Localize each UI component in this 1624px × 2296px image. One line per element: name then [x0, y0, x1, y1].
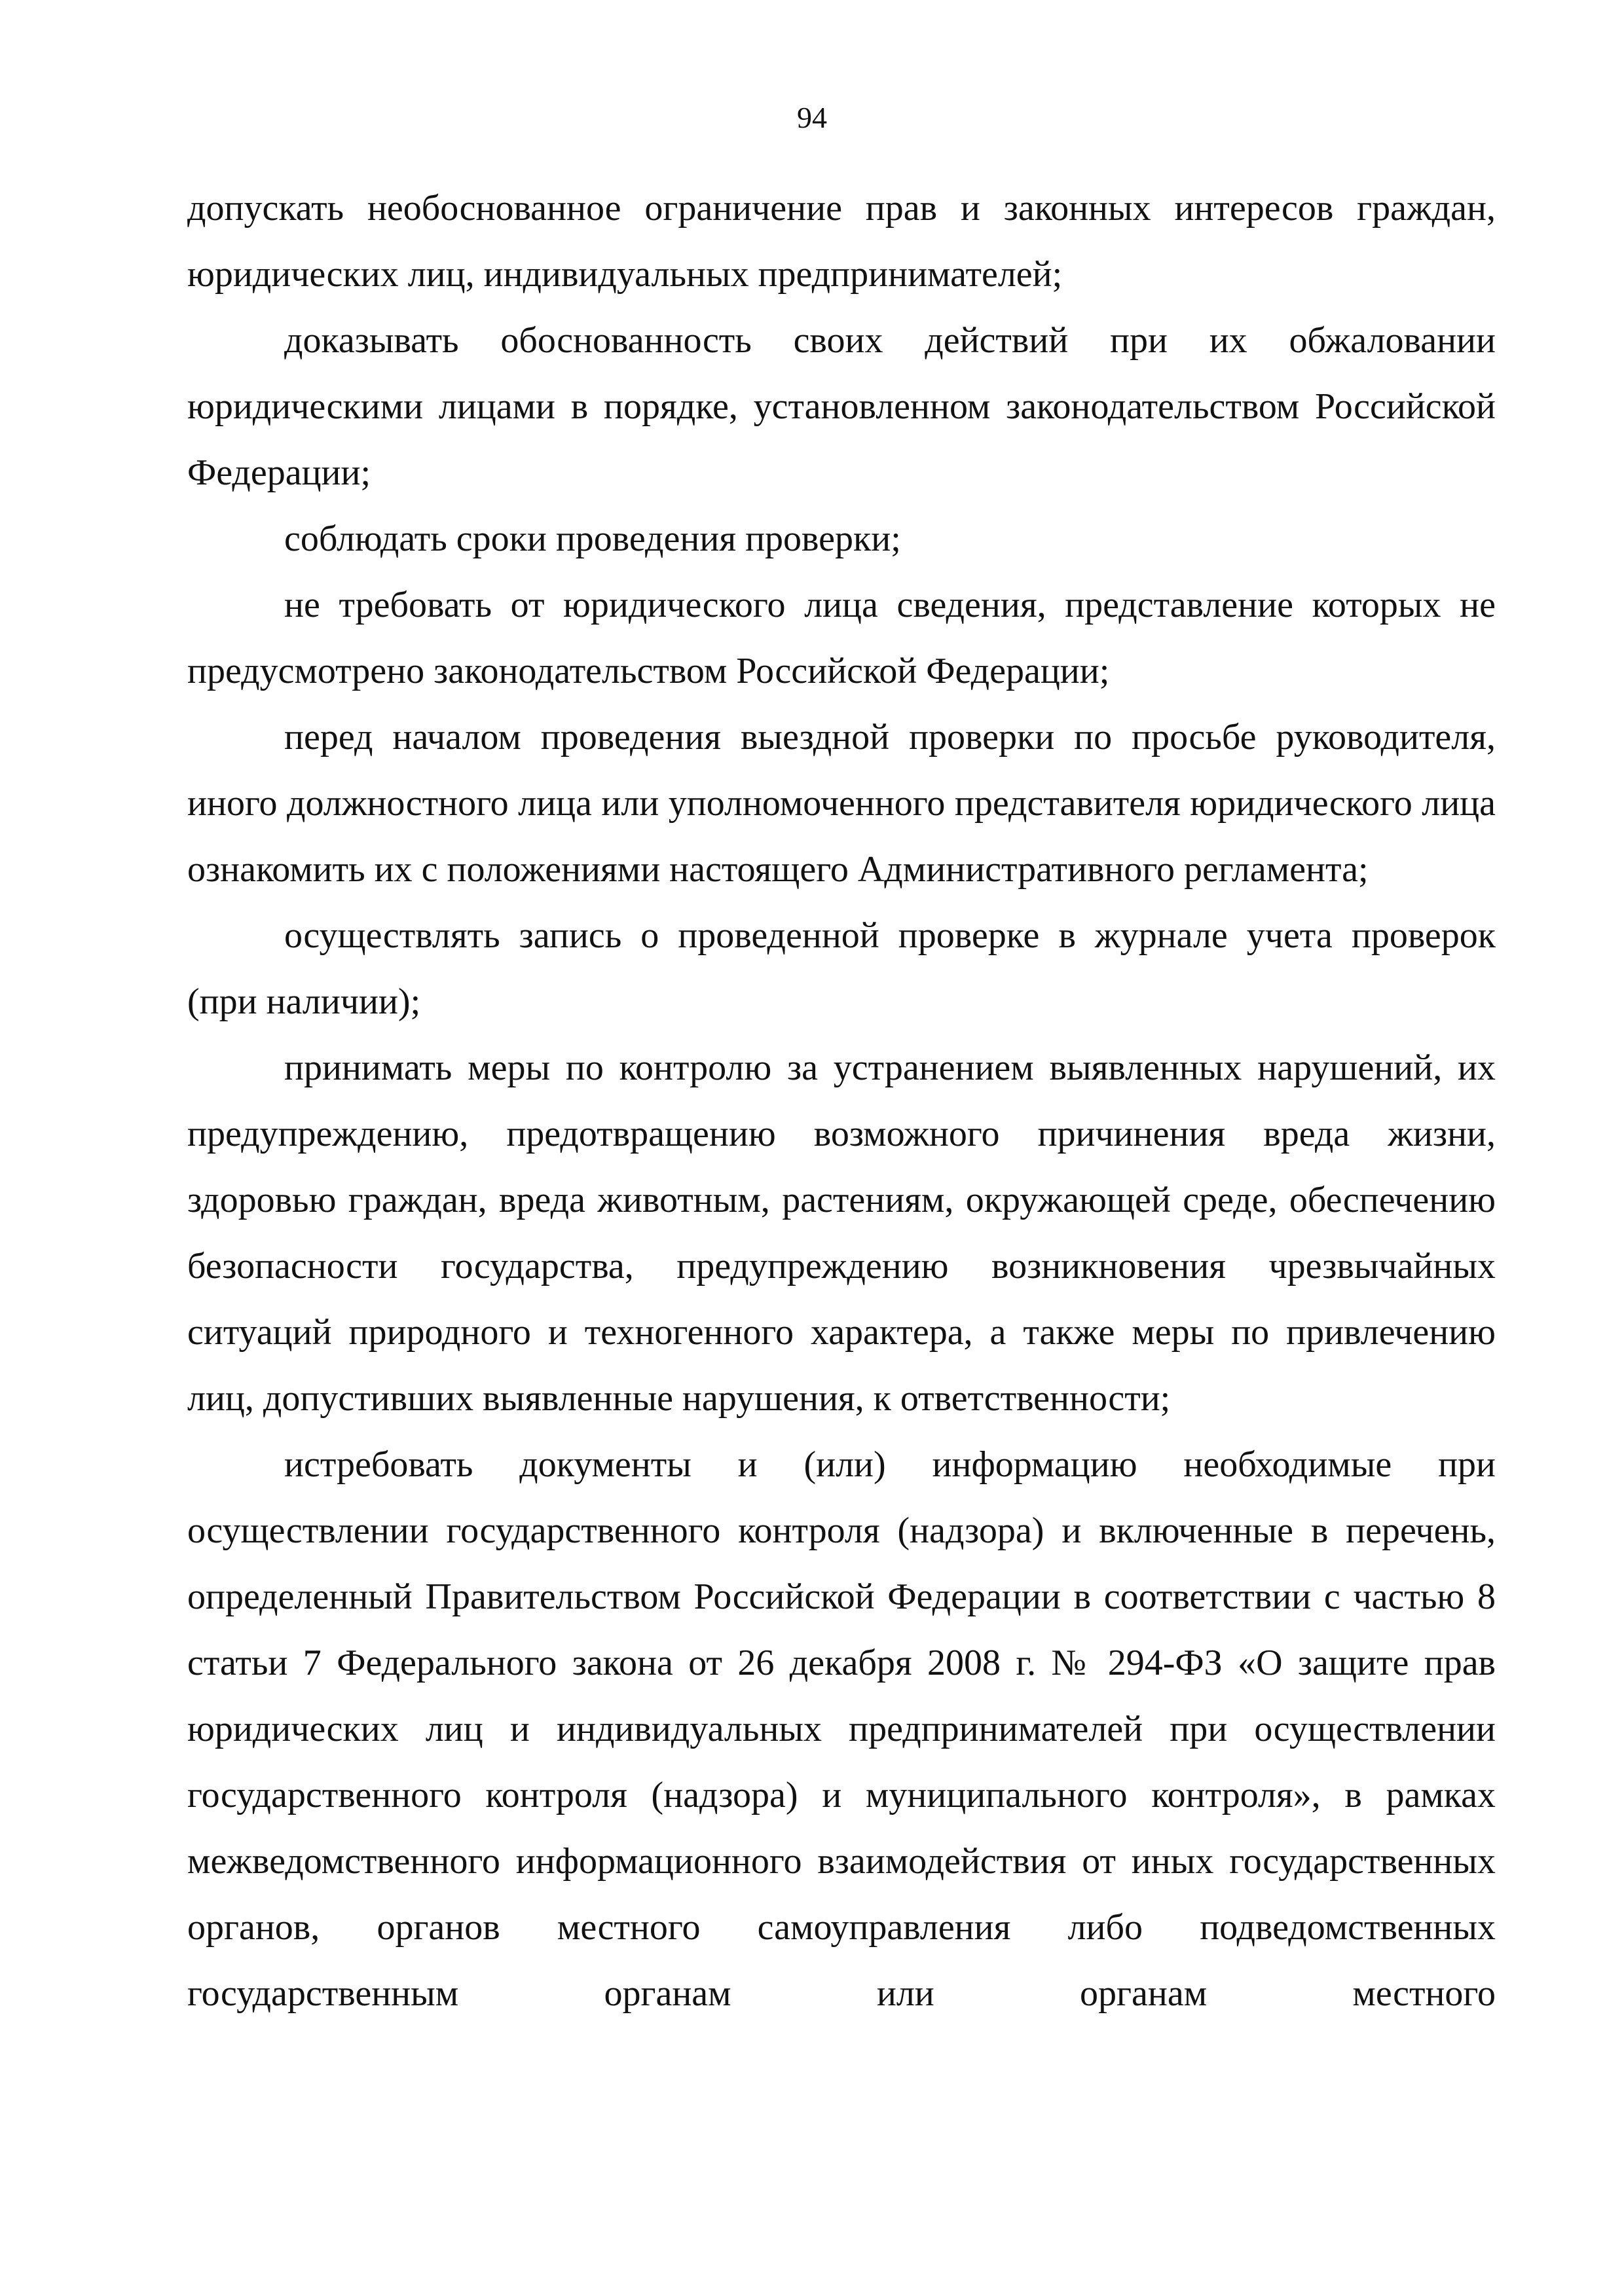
paragraph-3: соблюдать сроки проведения проверки; — [284, 519, 901, 559]
paragraph-7: принимать меры по контролю за устранением выявленных нарушений, их предупреждению, предотвращению возможного причинения вреда жизни, здоровью граждан, вреда животным, растениям, окружающей среде, обеспечению безопасности государства, предупреждению возникновения чрезвычайных ситуаций природного и техногенного характера, а также меры по привлечению лиц, допустивших выявленные нарушения, к ответственности; — [187, 1048, 1496, 1419]
paragraph-6: осуществлять запись о проведенной проверке в журнале учета проверок (при наличии); — [187, 915, 1496, 1022]
page-number: 94 — [797, 101, 827, 134]
paragraph-1: допускать необоснованное ограничение прав и законных интересов граждан, юридических лиц, индивидуальных предпринимателей; — [187, 188, 1496, 295]
paragraph-5: перед началом проведения выездной проверки по просьбе руководителя, иного должностного лица или уполномоченного представителя юридического лица ознакомить их с положениями настоящего Административного регламента; — [187, 717, 1496, 890]
paragraph-4: не требовать от юридического лица сведения, представление которых не предусмотрено законодательством Российской Федерации; — [187, 585, 1496, 691]
paragraph-2: доказывать обоснованность своих действий при их обжаловании юридическими лицами в порядке, установленном законодательством Российской Федерации; — [187, 320, 1496, 493]
document-body — [187, 175, 1496, 2027]
paragraph-8: истребовать документы и (или) информацию необходимые при осуществлении государственного контроля (надзора) и включенные в перечень, определенный Правительством Российской Федерации в соответствии с частью 8 статьи 7 Федерального закона от 26 декабря 2008 г. № 294-ФЗ «О защите прав юридических лиц и индивидуальных предпринимателей при осуществлении государственного контроля (надзора) и муниципального контроля», в рамках межведомственного информационного взаимодействия от иных государственных органов, органов местного самоуправления либо подведомственных государственным органам или органам местного — [187, 1444, 1496, 2014]
